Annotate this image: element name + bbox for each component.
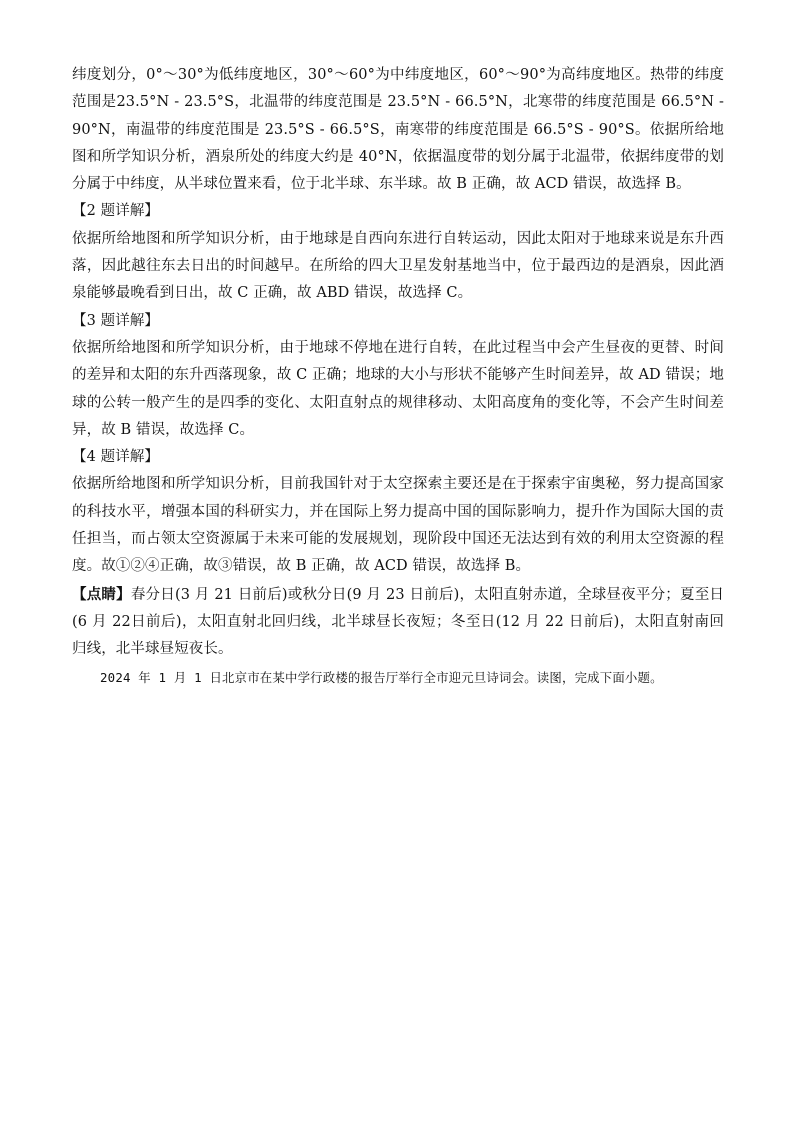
q4-heading: 【4 题详解】 (72, 449, 160, 466)
q3-heading: 【3 题详解】 (72, 312, 160, 329)
q1-explanation: 纬度划分，0°～30°为低纬度地区，30°～60°为中纬度地区，60°～90°为高纬度地区。热带的纬度范围是23.5°N - 23.5°S，北温带的纬度范围是 23.5°N - 66.5°N，北寒带的纬度范围是 66.5°N - 90°N，南温带的纬度范围是 23.5°S - 66.5°S，南寒带的纬度范围是 66.5°S - 90°S。依据所给地图和所学知识分析，酒泉所处的纬度大约是 40°N，依据温度带的划分属于北温带，依据纬度带的划分属于中纬度，从半球位置来看，位于北半球、东半球。故 B 正确，故 ACD 错误，故选择 B。 (72, 67, 724, 193)
next-question-intro: 2024 年 1 月 1 日北京市在某中学行政楼的报告厅举行全市迎元旦诗词会。读图，完成下面小题。 (100, 669, 663, 685)
answer-explanation-section (72, 62, 724, 691)
q2-heading: 【2 题详解】 (72, 203, 160, 220)
tip-label: 【点睛】 (72, 585, 131, 603)
q4-explanation: 依据所给地图和所学知识分析，目前我国针对于太空探索主要还是在于探索宇宙奥秘，努力提高国家的科技水平，增强本国的科研实力，并在国际上努力提高中国的国际影响力，提升作为国际大国的责任担当，而占领太空资源属于未来可能的发展规划，现阶段中国还无法达到有效的利用太空资源的程度。故①②④正确，故③错误，故 B 正确，故 ACD 错误，故选择 B。 (72, 476, 724, 575)
tip-note (72, 581, 724, 664)
q2-explanation: 依据所给地图和所学知识分析，由于地球是自西向东进行自转运动，因此太阳对于地球来说是东升西落，因此越往东去日出的时间越早。在所给的四大卫星发射基地当中，位于最西边的是酒泉，因此酒泉能够最晚看到日出，故 C 正确，故 ABD 错误，故选择 C。 (72, 230, 724, 302)
tip-body: 春分日(3 月 21 日前后)或秋分日(9 月 23 日前后)，太阳直射赤道，全球昼夜平分；夏至日(6 月 22日前后)，太阳直射北回归线，北半球昼长夜短；冬至日(12 月 22 日前后)，太阳直射南回归线，北半球昼短夜长。 (72, 586, 725, 658)
q3-explanation: 依据所给地图和所学知识分析，由于地球不停地在进行自转，在此过程当中会产生昼夜的更替、时间的差异和太阳的东升西落现象，故 C 正确；地球的大小与形状不能够产生时间差异，故 AD 错误；地球的公转一般产生的是四季的变化、太阳直射点的规律移动、太阳高度角的变化等，不会产生时间差异，故 B 错误，故选择 C。 (72, 339, 724, 438)
